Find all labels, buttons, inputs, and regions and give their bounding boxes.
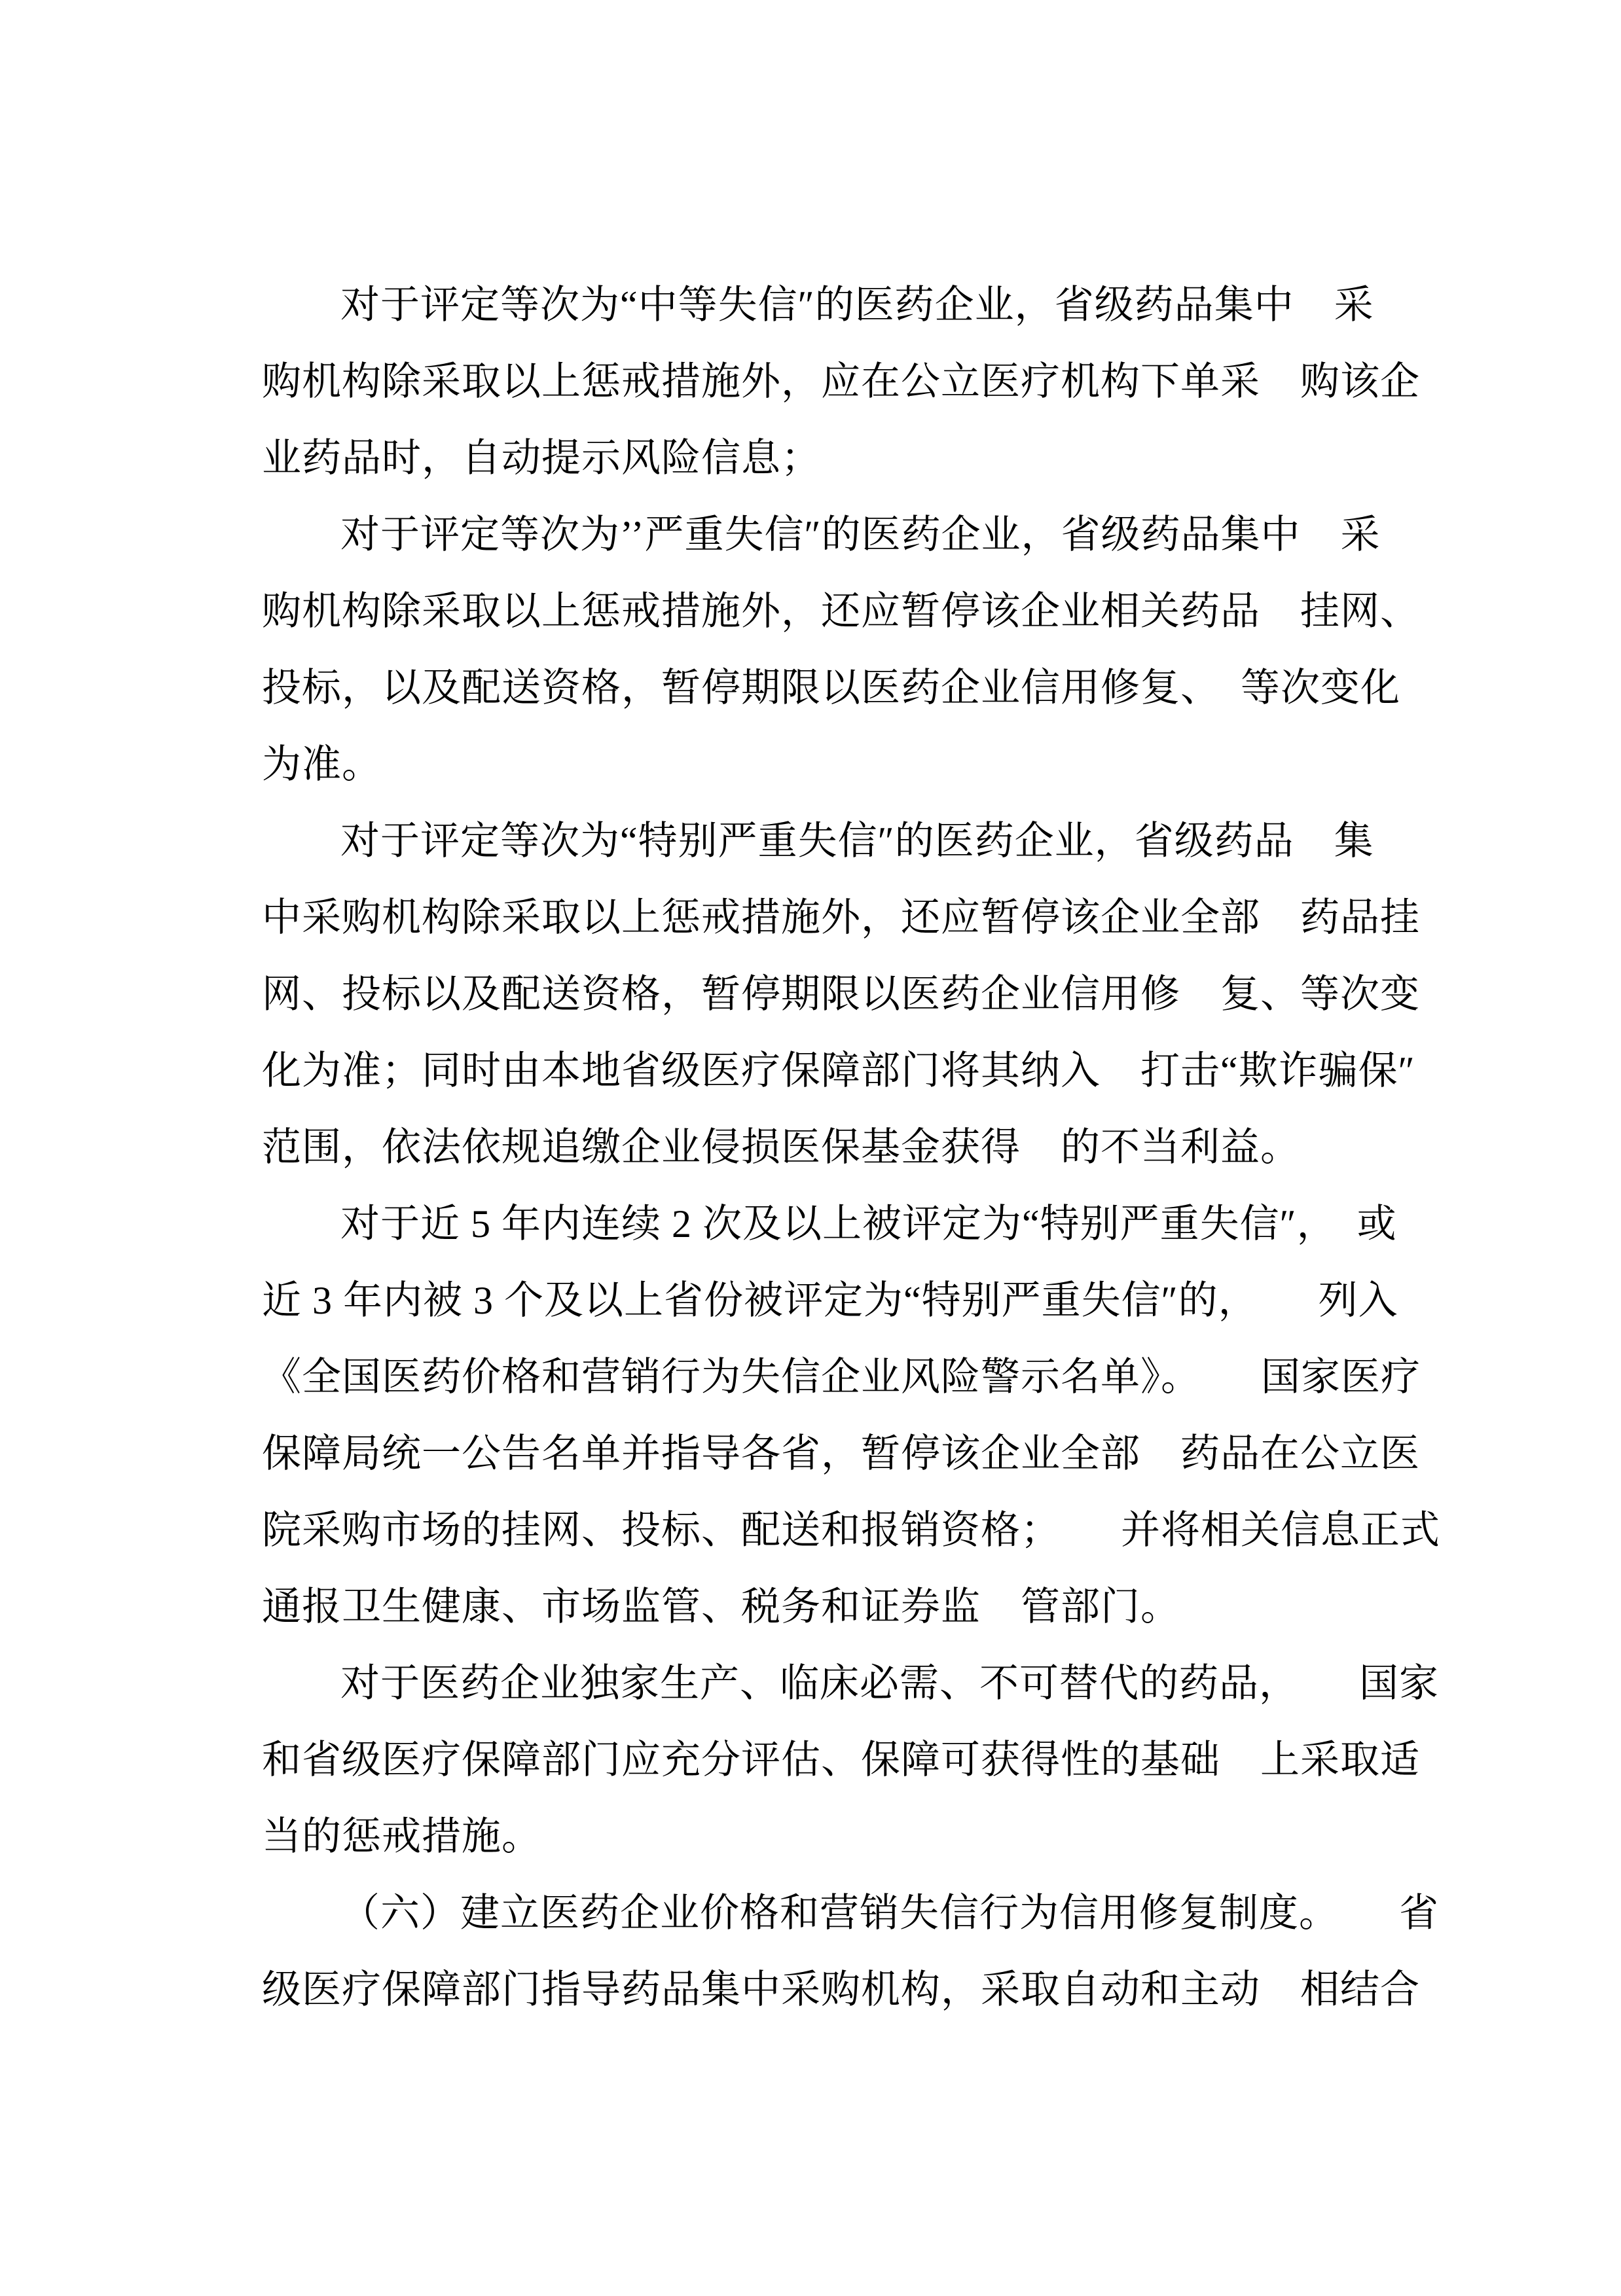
text-line: 投标，以及配送资格，暂停期限以医药企业信用修复、 等次变化 [262, 666, 1400, 709]
paragraph [262, 803, 1434, 1186]
text-line: 院采购市场的挂网、投标、配送和报销资格； 并将相关信息正式 [262, 1509, 1440, 1552]
text-line: 业药品时，自动提示风险信息； [262, 437, 821, 480]
paragraph [262, 1645, 1439, 1875]
text-line: 保障局统一公告名单并指导各省，暂停该企业全部 药品在公立医 [262, 1432, 1420, 1475]
paragraph [262, 497, 1434, 803]
text-line: 对于评定等次为“特别严重失信″的医药企业，省级药品 集 [340, 819, 1374, 863]
text-line: 级医疗保障部门指导药品集中采购机构，采取自动和主动 相结合 [262, 1968, 1420, 2011]
text-line: 通报卫生健康、市场监管、税务和证券监 管部门。 [262, 1585, 1180, 1628]
text-line: 购机构除采取以上惩戒措施外，还应暂停该企业相关药品 挂网、 [262, 590, 1420, 633]
text-line: （六）建立医药企业价格和营销失信行为信用修复制度。 省 [340, 1892, 1439, 1935]
text-line: 当的惩戒措施。 [262, 1815, 541, 1858]
paragraph [262, 1875, 1439, 2028]
text-line: 网、投标以及配送资格，暂停期限以医药企业信用修 复、等次变 [262, 973, 1420, 1016]
paragraph [262, 1186, 1440, 1645]
text-line: 《全国医药价格和营销行为失信企业风险警示名单》。 国家医疗 [262, 1355, 1421, 1399]
text-line: 近 3 年内被 3 个及以上省份被评定为“特别严重失信″的， 列入 [262, 1279, 1398, 1322]
text-line: 购机构除采取以上惩戒措施外，应在公立医疗机构下单采 购该企 [262, 360, 1420, 403]
text-line: 对于评定等次为“中等失信″的医药企业，省级药品集中 采 [340, 283, 1374, 327]
text-line: 对于医药企业独家生产、临床必需、不可替代的药品， 国家 [340, 1662, 1439, 1705]
text-line: 对于近 5 年内连续 2 次及以上被评定为“特别严重失信″， 或 [340, 1202, 1397, 1246]
text-line: 为准。 [262, 743, 382, 786]
text-line: 范围，依法依规追缴企业侵损医保基金获得 的不当利益。 [262, 1126, 1300, 1169]
text-line: 和省级医疗保障部门应充分评估、保障可获得性的基础 上采取适 [262, 1738, 1420, 1782]
text-line: 中采购机构除采取以上惩戒措施外，还应暂停该企业全部 药品挂 [262, 896, 1420, 939]
paragraph [262, 267, 1434, 497]
text-line: 化为准；同时由本地省级医疗保障部门将其纳入 打击“欺诈骗保″ [262, 1049, 1415, 1092]
document-text-block [262, 267, 1440, 2028]
text-line: 对于评定等次为’’严重失信″的医药企业，省级药品集中 采 [340, 513, 1381, 556]
